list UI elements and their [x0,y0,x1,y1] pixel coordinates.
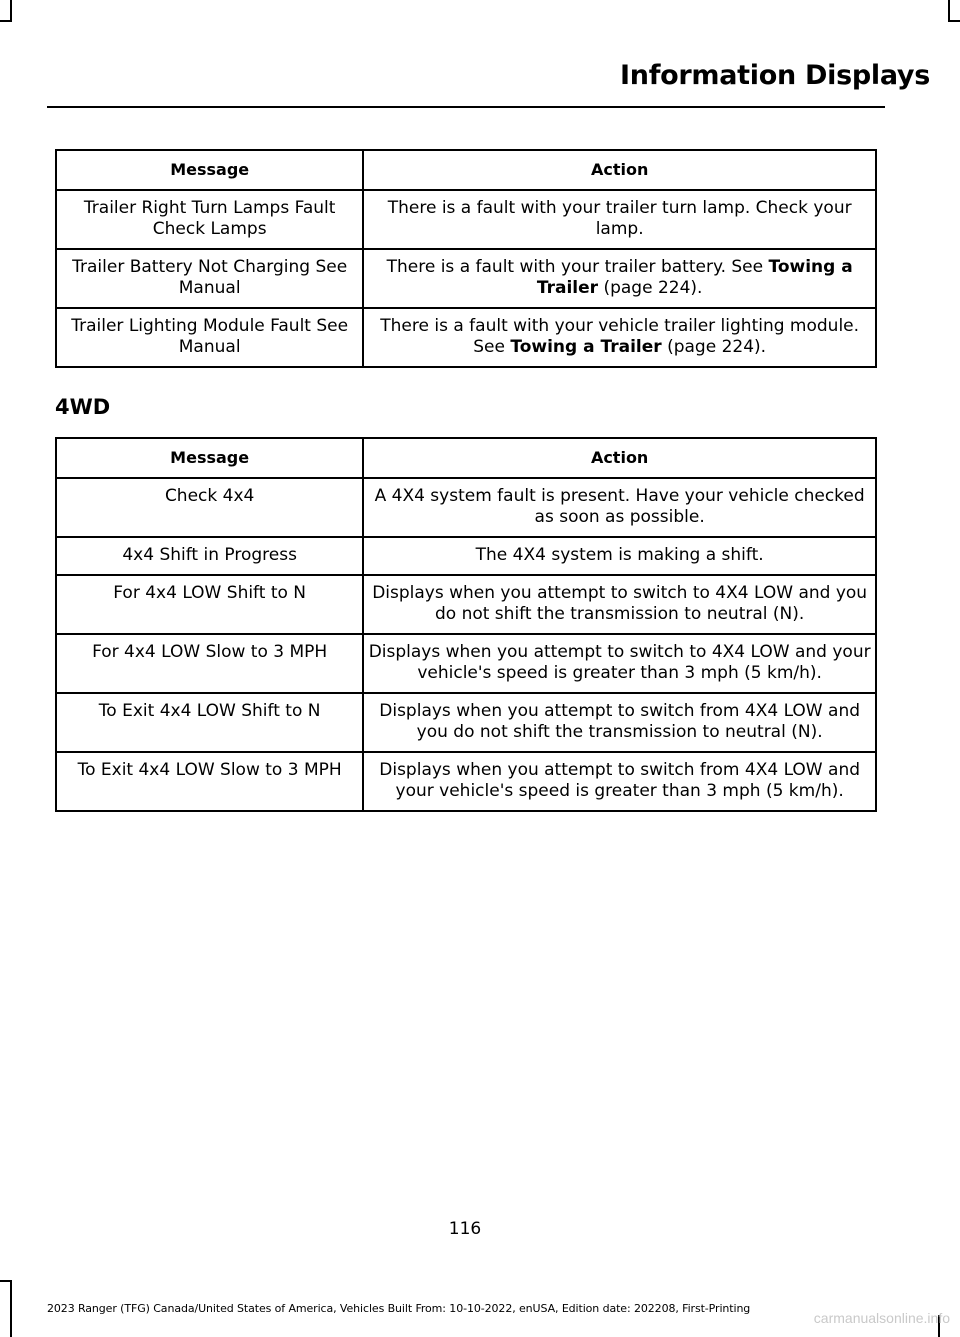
table-header-row [56,438,876,478]
table-row [56,575,876,634]
action-cell [363,308,876,367]
towing-a-trailer-link[interactable]: Towing a Trailer [536,257,853,298]
table-header-row [56,150,876,190]
table-row [56,308,876,367]
page-number: 116 [448,1219,482,1239]
table-row [56,634,876,693]
message-cell: Check 4x4 [56,478,363,537]
crop-mark-top-right-horizontal [948,20,960,22]
table-row [56,249,876,308]
message-cell: For 4x4 LOW Slow to 3 MPH [56,634,363,693]
action-text: There is a fault with your vehicle trailer lighting module. See [380,316,860,357]
action-cell: A 4X4 system fault is present. Have your vehicle checked as soon as possible. [363,478,876,537]
watermark: carmanualsonline.info [813,1310,950,1326]
crop-mark-top-left-vertical [10,0,12,22]
action-cell: The 4X4 system is making a shift. [363,537,876,575]
column-header-action: Action [363,150,876,190]
column-header-message: Message [56,438,363,478]
4wd-messages-table [55,437,877,812]
table-row [56,693,876,752]
page-reference: (page 224). [661,337,767,357]
table-row [56,478,876,537]
message-cell: To Exit 4x4 LOW Shift to N [56,693,363,752]
action-cell: Displays when you attempt to switch from 4X4 LOW and your vehicle's speed is greater than 3 mph (5 km/h). [363,752,876,811]
table-row [56,190,876,249]
table-row [56,537,876,575]
message-cell: Trailer Right Turn Lamps Fault Check Lamps [56,190,363,249]
crop-mark-top-left-horizontal [0,20,12,22]
crop-mark-bottom-left-vertical [10,1280,12,1337]
page-title: Information Displays [620,60,930,91]
title-divider [47,106,885,108]
column-header-action: Action [363,438,876,478]
message-cell: To Exit 4x4 LOW Slow to 3 MPH [56,752,363,811]
crop-mark-bottom-left-horizontal [0,1280,12,1282]
edition-footer: 2023 Ranger (TFG) Canada/United States of America, Vehicles Built From: 10-10-2022, enUSA, Edition date: 202208, First-Printing [47,1302,751,1315]
towing-a-trailer-link[interactable]: Towing a Trailer [510,337,662,357]
section-heading-4wd: 4WD [55,395,111,419]
column-header-message: Message [56,150,363,190]
trailer-messages-table [55,149,877,368]
action-cell: Displays when you attempt to switch to 4X4 LOW and you do not shift the transmission to neutral (N). [363,575,876,634]
page-reference: (page 224). [598,278,703,298]
action-cell: There is a fault with your trailer turn lamp. Check your lamp. [363,190,876,249]
table-row [56,752,876,811]
message-cell: For 4x4 LOW Shift to N [56,575,363,634]
action-cell: Displays when you attempt to switch to 4X4 LOW and your vehicle's speed is greater than 3 mph (5 km/h). [363,634,876,693]
action-cell: Displays when you attempt to switch from 4X4 LOW and you do not shift the transmission to neutral (N). [363,693,876,752]
message-cell: Trailer Lighting Module Fault See Manual [56,308,363,367]
crop-mark-top-right-vertical [948,0,950,22]
message-cell: Trailer Battery Not Charging See Manual [56,249,363,308]
action-cell [363,249,876,308]
message-cell: 4x4 Shift in Progress [56,537,363,575]
action-text: There is a fault with your trailer battery. See [386,257,769,277]
